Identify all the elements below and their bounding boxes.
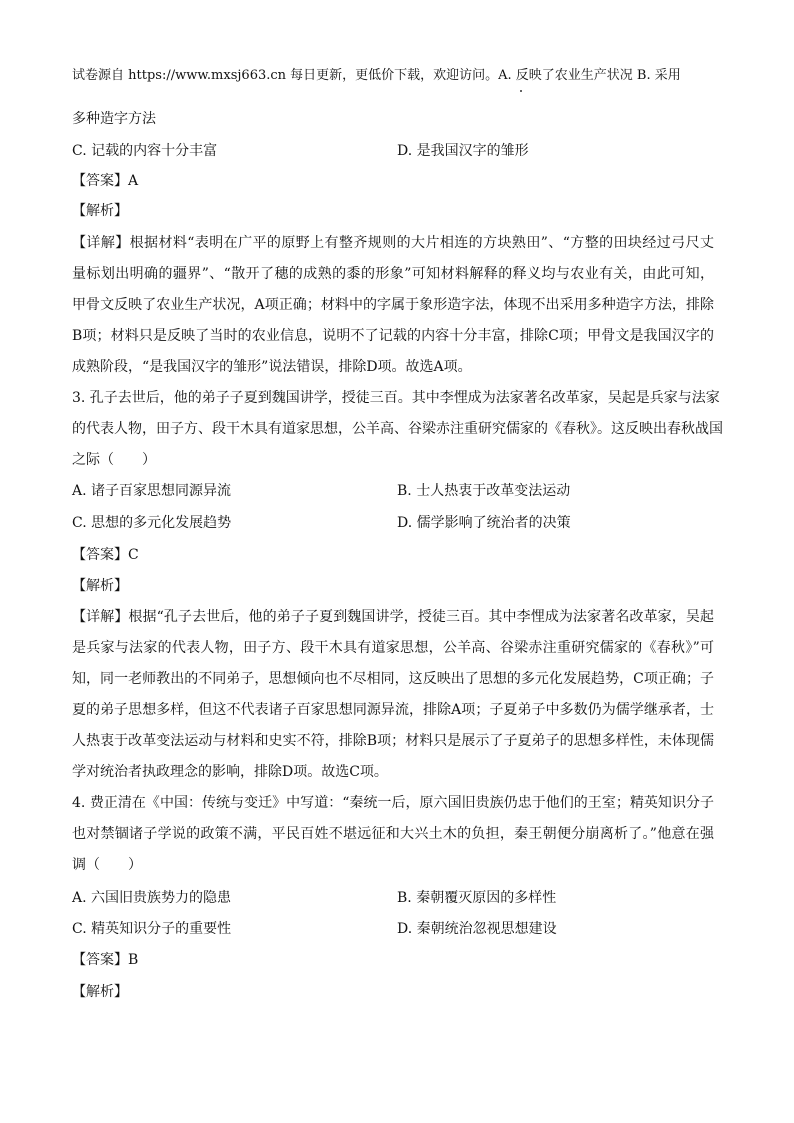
stray-dot: [520, 90, 522, 92]
q4-stem-line: 调（ ）: [72, 857, 142, 873]
q3-stem-line: 3. 孔子去世后，他的弟子子夏到魏国讲学，授徒三百。其中李悝成为法家著名改革家，吴起是兵家与法家: [72, 390, 720, 406]
q3-stem-line: 的代表人物，田子方、段干木具有道家思想，公羊高、谷梁赤注重研究儒家的《春秋》。这反映出春秋战国: [72, 421, 723, 437]
q4-analysis-heading: 【解析】: [72, 984, 128, 1000]
q3-analysis-heading: 【解析】: [72, 578, 128, 594]
q3-option-a: A. 诸子百家思想同源异流: [72, 483, 232, 499]
q4-option-d: D. 秦朝统治忽视思想建设: [397, 921, 557, 937]
q4-stem-line: 4. 费正清在《中国：传统与变迁》中写道：“秦统一后，原六国旧贵族仍忠于他们的王室；精英知识分子: [72, 795, 714, 811]
q2-detail-line: 甲骨文反映了农业生产状况，A项正确；材料中的字属于象形造字法，体现不出采用多种造字方法，排除: [72, 297, 714, 313]
q3-answer: 【答案】C: [72, 547, 139, 563]
q3-detail-line: 知，同一老师教出的不同弟子，思想倾向也不尽相同，这反映出了思想的多元化发展趋势，C项正确；子: [72, 671, 714, 687]
q2-analysis-heading: 【解析】: [72, 203, 128, 219]
q4-stem-line: 也对禁锢诸子学说的政策不满，平民百姓不堪远征和大兴土木的负担，秦王朝便分崩离析了。”他意在强: [72, 826, 714, 842]
q2-option-c: C. 记载的内容十分丰富: [72, 143, 218, 159]
q3-detail-line: 是兵家与法家的代表人物，田子方、段干木具有道家思想，公羊高、谷梁赤注重研究儒家的《春秋》”可: [72, 640, 714, 656]
q3-detail-line: 【详解】根据“孔子去世后，他的弟子子夏到魏国讲学，授徒三百。其中李悝成为法家著名改革家，吴起: [72, 609, 714, 625]
q2-detail-line: 【详解】根据材料“表明在广平的原野上有整齐规则的大片相连的方块熟田”、“方整的田块经过弓尺丈: [72, 235, 714, 251]
q2-detail-line: 成熟阶段，“是我国汉字的雏形”说法错误，排除D项。故选A项。: [72, 359, 472, 375]
q4-option-c: C. 精英知识分子的重要性: [72, 921, 232, 937]
q3-detail-line: 人热衷于改革变法运动与材料和史实不符，排除B项；材料只是展示了子夏弟子的思想多样性，未体现儒: [72, 733, 714, 749]
q2-detail-line: 量标划出明确的疆界”、“散开了穗的成熟的黍的形象”可知材料解释的释义均与农业有关，由此可知，: [72, 266, 714, 282]
q2-option-b-continued: 多种造字方法: [72, 111, 156, 127]
q4-answer: 【答案】B: [72, 952, 139, 968]
q4-option-b: B. 秦朝覆灭原因的多样性: [397, 890, 557, 906]
q4-option-a: A. 六国旧贵族势力的隐患: [72, 890, 232, 906]
q3-detail-line: 夏的弟子思想多样，但这不代表诸子百家思想同源异流，排除A项；子夏弟子中多数仍为儒学继承者，士: [72, 702, 714, 718]
q3-option-d: D. 儒学影响了统治者的决策: [397, 515, 571, 531]
header-source-line: 试卷源自 https://www.mxsj663.cn 每日更新，更低价下载，欢迎访问。A. 反映了农业生产状况 B. 采用: [72, 68, 681, 83]
q3-option-b: B. 士人热衷于改革变法运动: [397, 483, 571, 499]
q3-stem-line: 之际（ ）: [72, 452, 156, 468]
q2-option-d: D. 是我国汉字的雏形: [397, 143, 529, 159]
q3-detail-line: 学对统治者执政理念的影响，排除D项。故选C项。: [72, 764, 388, 780]
q2-detail-line: B项；材料只是反映了当时的农业信息，说明不了记载的内容十分丰富，排除C项；甲骨文是我国汉字的: [72, 328, 714, 344]
q3-option-c: C. 思想的多元化发展趋势: [72, 515, 232, 531]
q2-answer: 【答案】A: [72, 173, 139, 189]
